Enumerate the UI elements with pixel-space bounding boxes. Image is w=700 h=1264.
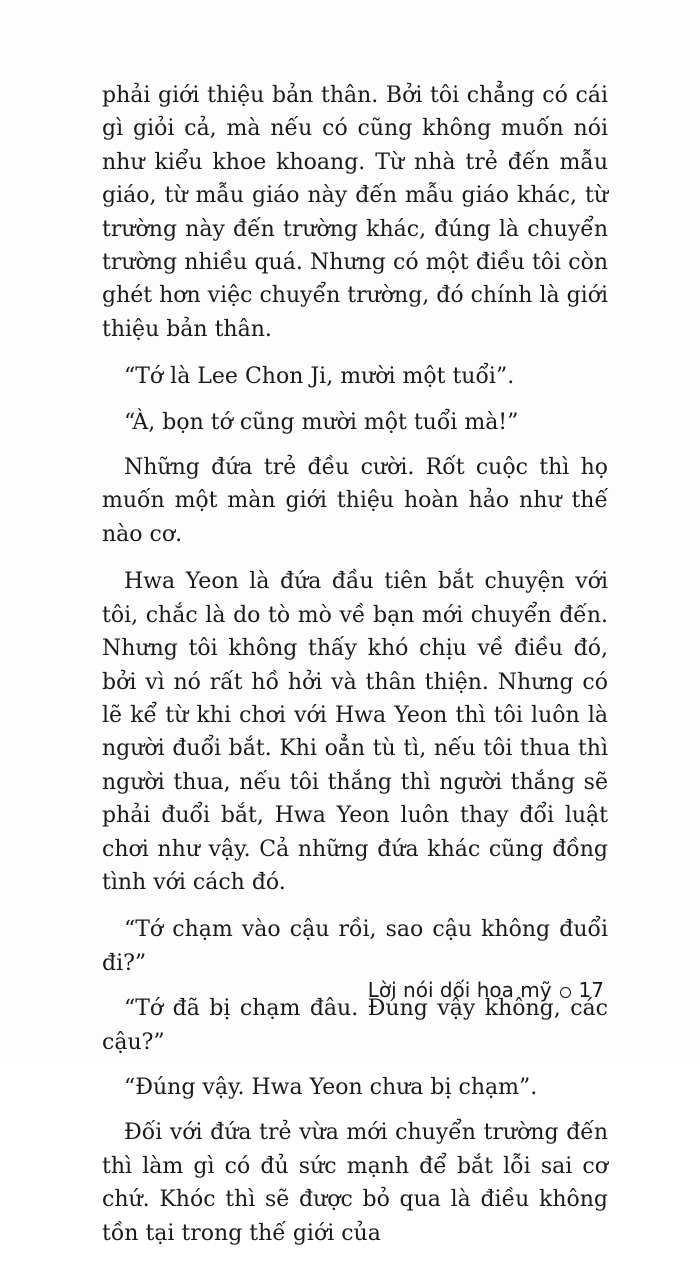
paragraph-9: Đối với đứa trẻ vừa mới chuyển trường đến thì làm gì có đủ sức mạnh để bắt lỗi sai cơ chứ. Khóc thì sẽ được bỏ qua là điều không tồn tại trong thế giới của: [102, 1120, 608, 1246]
paragraph-6: “Tớ chạm vào cậu rồi, sao cậu không đuổi đi?”: [102, 917, 608, 976]
separator-dot-icon: [560, 987, 571, 998]
paragraph-7: “Tớ đã bị chạm đâu. Đúng vậy không, các cậu?”: [102, 996, 608, 1055]
paragraph-8: “Đúng vậy. Hwa Yeon chưa bị chạm”.: [124, 1074, 538, 1100]
paragraph-2: “Tớ là Lee Chon Ji, mười một tuổi”.: [124, 364, 515, 390]
paragraph-3: “À, bọn tớ cũng mười một tuổi mà!”: [124, 409, 519, 435]
page-body-text: [102, 79, 608, 1264]
page-number: 17: [578, 978, 604, 1002]
page-footer: [368, 978, 604, 1002]
paragraph-1: phải giới thiệu bản thân. Bởi tôi chẳng có cái gì giỏi cả, mà nếu có cũng không muốn nói như kiểu khoe khoang. Từ nhà trẻ đến mẫu giáo, từ mẫu giáo này đến mẫu giáo khác, từ trường này đến trường khác, đúng là chuyển trường nhiều quá. Nhưng có một điều tôi còn ghét hơn việc chuyển trường, đó chính là giới thiệu bản thân.: [102, 83, 608, 342]
paragraph-4: Những đứa trẻ đều cười. Rốt cuộc thì họ muốn một màn giới thiệu hoàn hảo như thế nào cơ.: [102, 455, 608, 547]
running-title: Lời nói dối hoa mỹ: [367, 978, 552, 1002]
paragraph-5: Hwa Yeon là đứa đầu tiên bắt chuyện với tôi, chắc là do tò mò về bạn mới chuyển đến. Nhưng tôi không thấy khó chịu về điều đó, bởi vì nó rất hồ hởi và thân thiện. Nhưng có lẽ kể từ khi chơi với Hwa Yeon thì tôi luôn là người đuổi bắt. Khi oẳn tù tì, nếu tôi thua thì người thua, nếu tôi thắng thì người thắng sẽ phải đuổi bắt, Hwa Yeon luôn thay đổi luật chơi như vậy. Cả những đứa khác cũng đồng tình với cách đó.: [102, 569, 608, 895]
